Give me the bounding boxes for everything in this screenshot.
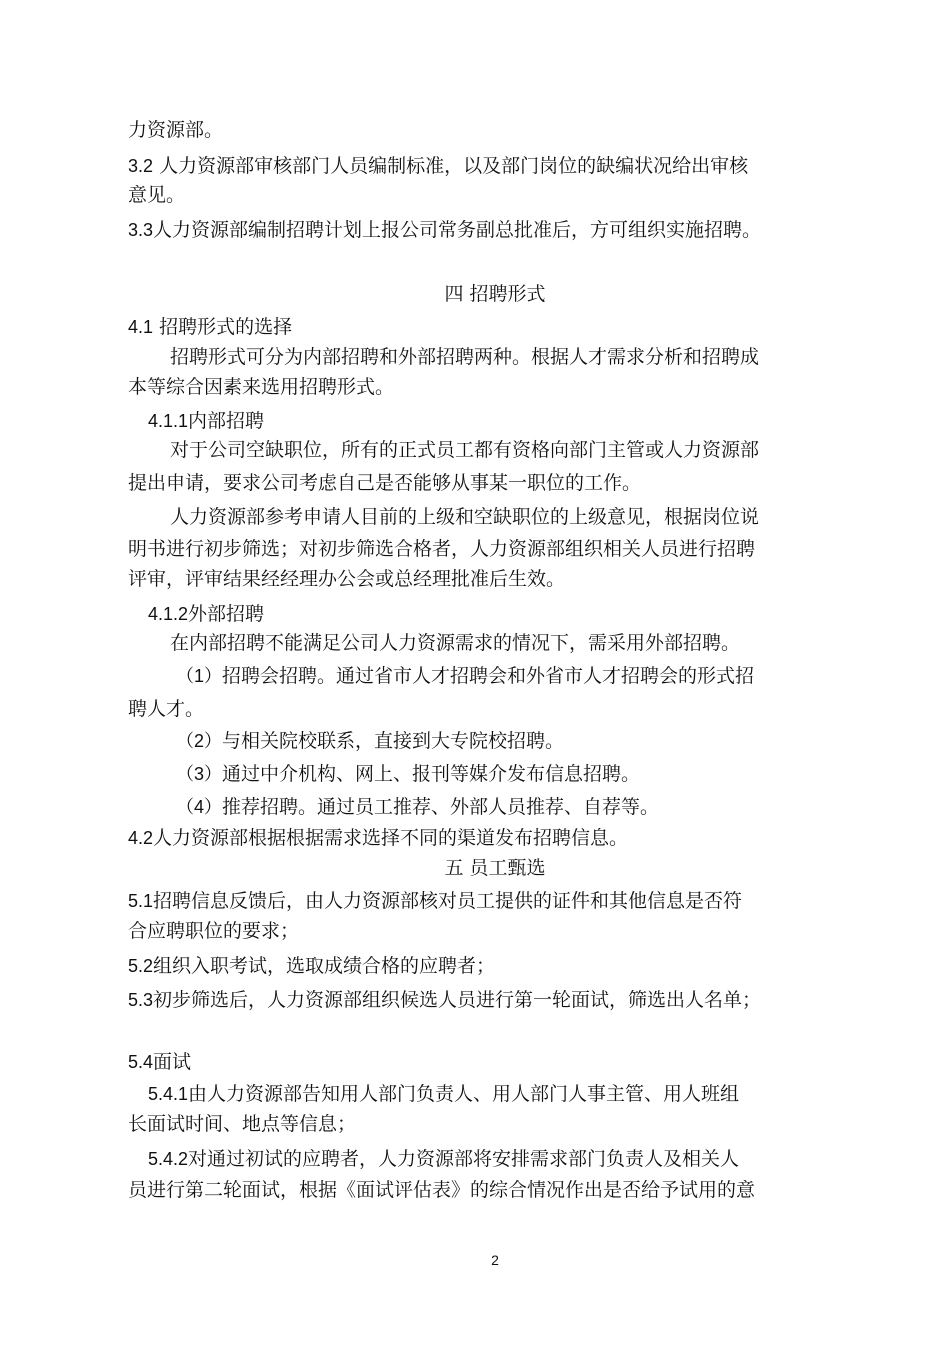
paragraph-line: 长面试时间、地点等信息；	[128, 1113, 357, 1135]
section-4-1: 4.1 招聘形式的选择	[128, 316, 293, 338]
paragraph-line: 对于公司空缺职位，所有的正式员工都有资格向部门主管或人力资源部	[170, 439, 760, 461]
list-item: （1）招聘会招聘。通过省市人才招聘会和外省市人才招聘会的形式招	[176, 665, 755, 687]
paragraph-line: 提出申请，要求公司考虑自己是否能够从事某一职位的工作。	[128, 472, 642, 494]
section-4-1-2: 4.1.2外部招聘	[148, 603, 265, 625]
section-4-1-1: 4.1.1内部招聘	[148, 410, 265, 432]
paragraph-line: 明书进行初步筛选；对初步筛选合格者，人力资源部组织相关人员进行招聘	[128, 538, 756, 560]
page-number: 2	[491, 1252, 499, 1268]
text-line: 力资源部。	[128, 119, 224, 141]
section-5-2: 5.2组织入职考试，选取成绩合格的应聘者；	[128, 955, 496, 977]
section-5-1: 5.1招聘信息反馈后，由人力资源部核对员工提供的证件和其他信息是否符	[128, 890, 743, 912]
section-3-2: 3.2 人力资源部审核部门人员编制标准，以及部门岗位的缺编状况给出审核	[128, 155, 749, 177]
paragraph-line: 评审，评审结果经经理办公会或总经理批准后生效。	[128, 568, 566, 590]
paragraph-line: 合应聘职位的要求；	[128, 920, 300, 942]
section-3-3: 3.3人力资源部编制招聘计划上报公司常务副总批准后，方可组织实施招聘。	[128, 219, 762, 241]
paragraph-line: 招聘形式可分为内部招聘和外部招聘两种。根据人才需求分析和招聘成	[170, 346, 760, 368]
list-item: （2）与相关院校联系，直接到大专院校招聘。	[176, 730, 565, 752]
paragraph-line: 在内部招聘不能满足公司人力资源需求的情况下，需采用外部招聘。	[170, 632, 741, 654]
text-line: 意见。	[128, 184, 186, 206]
paragraph-line: 本等综合因素来选用招聘形式。	[128, 376, 395, 398]
chapter-heading-5: 五 员工甄选	[444, 857, 546, 879]
chapter-heading-4: 四 招聘形式	[444, 283, 546, 305]
section-5-4: 5.4面试	[128, 1051, 192, 1073]
section-4-2: 4.2人力资源部根据根据需求选择不同的渠道发布招聘信息。	[128, 827, 629, 849]
paragraph-line: 聘人才。	[128, 698, 205, 720]
list-item: （4）推荐招聘。通过员工推荐、外部人员推荐、自荐等。	[176, 796, 660, 818]
section-5-4-2: 5.4.2对通过初试的应聘者，人力资源部将安排需求部门负责人及相关人	[148, 1148, 740, 1170]
paragraph-line: 人力资源部参考申请人目前的上级和空缺职位的上级意见，根据岗位说	[170, 506, 760, 528]
list-item: （3）通过中介机构、网上、报刊等媒介发布信息招聘。	[176, 763, 641, 785]
section-5-3: 5.3初步筛选后，人力资源部组织候选人员进行第一轮面试，筛选出人名单；	[128, 989, 762, 1011]
paragraph-line: 员进行第二轮面试，根据《面试评估表》的综合情况作出是否给予试用的意	[128, 1179, 756, 1201]
section-5-4-1: 5.4.1由人力资源部告知用人部门负责人、用人部门人事主管、用人班组	[148, 1083, 740, 1105]
